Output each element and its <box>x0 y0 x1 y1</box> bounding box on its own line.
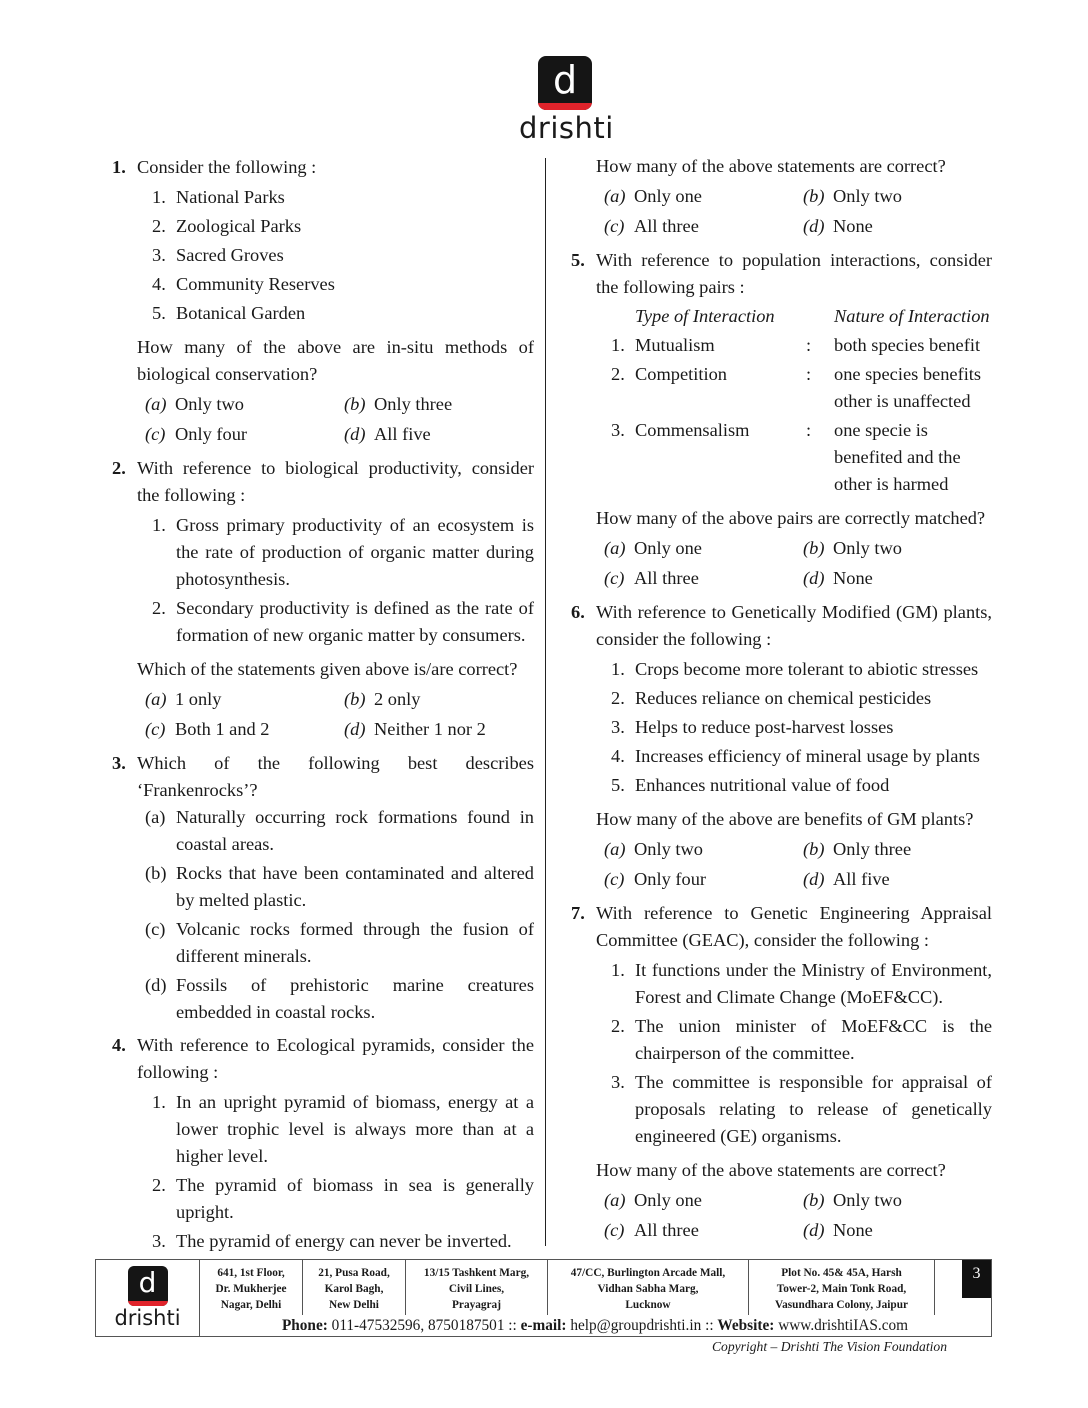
option-label: (a) <box>145 394 167 414</box>
choice-label: (d) <box>145 975 167 995</box>
question-number: 7. <box>571 903 585 923</box>
pair-row <box>596 417 992 498</box>
statement-text: Increases efficiency of mineral usage by plants <box>635 746 980 766</box>
statement <box>596 685 992 712</box>
question-prompt: How many of the above pairs are correctly matched? <box>596 508 986 528</box>
question-text: With reference to biological productivity, consider the following : <box>137 458 534 505</box>
choice-text: Naturally occurring rock formations found in coastal areas. <box>176 807 534 854</box>
statement <box>137 1172 534 1226</box>
statement-text: Community Reserves <box>176 274 335 294</box>
statement <box>596 957 992 1011</box>
question-text: Which of the following best describes ‘Frankenrocks’? <box>137 753 534 800</box>
answer-options <box>137 390 534 449</box>
statement-text: Crops become more tolerant to abiotic stresses <box>635 659 979 679</box>
choice-label: (c) <box>145 919 166 939</box>
answer-choice <box>137 916 534 970</box>
pair-separator: : <box>806 335 812 355</box>
option-text: Only two <box>175 394 244 414</box>
statement-text: Gross primary productivity of an ecosystem is the rate of production of organic matter during photosynthesis. <box>176 515 534 589</box>
left-column <box>108 154 534 1261</box>
statement-list <box>596 656 992 799</box>
statement-number: 1. <box>152 515 166 535</box>
header-logo <box>519 56 614 145</box>
pair-type <box>596 361 794 415</box>
logo-wordmark: drishti <box>114 1306 181 1330</box>
statement-text: Botanical Garden <box>176 303 306 323</box>
statement <box>596 743 992 770</box>
option-label: (d) <box>803 215 825 236</box>
statement <box>596 1013 992 1067</box>
statement-text: The pyramid of energy can never be inverted. <box>176 1231 512 1251</box>
answer-choice <box>137 860 534 914</box>
answer-option <box>596 212 795 242</box>
question-6 <box>567 599 992 894</box>
question-prompt: How many of the above statements are correct? <box>596 1160 946 1180</box>
pairs-table <box>596 303 992 498</box>
option-text: 2 only <box>374 689 421 709</box>
column-header-type: Type of Interaction <box>635 306 775 326</box>
statement <box>137 595 534 649</box>
pair-row <box>596 332 992 359</box>
statement-text: In an upright pyramid of biomass, energy at a lower trophic level is always more than at a higher level. <box>176 1092 534 1166</box>
statement-number: 4. <box>611 746 625 766</box>
question-prompt: Which of the statements given above is/are correct? <box>137 659 518 679</box>
option-text: Only two <box>833 538 902 558</box>
statement-number: 2. <box>152 1175 166 1195</box>
address-lucknow: 47/CC, Burlington Arcade Mall, Vidhan Sabha Marg, Lucknow <box>548 1260 749 1315</box>
question-4-continued <box>567 153 992 241</box>
address-delhi: 641, 1st Floor, Dr. Mukherjee Nagar, Delhi <box>200 1260 303 1315</box>
question-number: 2. <box>112 458 126 478</box>
question-7 <box>567 900 992 1245</box>
answer-option <box>596 564 795 594</box>
statement <box>137 184 534 211</box>
option-text: All five <box>833 868 890 889</box>
pair-type-text: Commensalism <box>635 420 750 440</box>
answer-options <box>596 182 992 241</box>
statement <box>596 772 992 799</box>
logo-letter: d <box>138 1266 157 1299</box>
option-text: None <box>833 567 873 588</box>
statement-number: 2. <box>152 598 166 618</box>
option-label: (b) <box>344 689 366 709</box>
answer-choice <box>137 972 534 1026</box>
answer-option <box>596 534 795 564</box>
answer-option <box>795 835 992 865</box>
choice-text: Rocks that have been contaminated and altered by melted plastic. <box>176 863 534 910</box>
answer-options <box>596 534 992 593</box>
question-3 <box>108 750 534 1026</box>
column-spacer <box>794 303 834 330</box>
option-label: (a) <box>145 689 167 709</box>
column-header-nature: Nature of Interaction <box>834 306 990 326</box>
choice-text: Fossils of prehistoric marine creatures embedded in coastal rocks. <box>176 975 534 1022</box>
statement <box>137 1228 534 1255</box>
answer-option <box>795 865 992 895</box>
statement-number: 5. <box>611 775 625 795</box>
question-2 <box>108 455 534 744</box>
option-label: (a) <box>604 186 626 206</box>
statement-text: Reduces reliance on chemical pesticides <box>635 688 932 708</box>
statement-number: 3. <box>152 1231 166 1251</box>
option-label: (c) <box>604 567 625 588</box>
statement-number: 3. <box>611 1072 625 1092</box>
question-text: With reference to Genetic Engineering Appraisal Committee (GEAC), consider the following : <box>596 903 992 950</box>
option-label: (d) <box>344 718 366 739</box>
statement-number: 1. <box>611 960 625 980</box>
statement-number: 2. <box>611 688 625 708</box>
answer-option <box>137 685 336 715</box>
statement <box>137 1089 534 1170</box>
pair-nature: both species benefit <box>834 335 981 355</box>
statement-text: The pyramid of biomass in sea is generally upright. <box>176 1175 534 1222</box>
statement-text: Enhances nutritional value of food <box>635 775 890 795</box>
answer-option <box>596 182 795 212</box>
option-text: Only two <box>833 186 902 206</box>
option-text: All five <box>374 423 431 444</box>
option-text: Only one <box>634 538 702 558</box>
column-divider <box>545 158 546 1246</box>
question-number: 1. <box>112 157 126 177</box>
pair-number: 2. <box>611 364 625 384</box>
question-4 <box>108 1032 534 1255</box>
statement-list <box>137 1089 534 1255</box>
option-text: Both 1 and 2 <box>175 718 270 739</box>
answer-option <box>795 564 992 594</box>
address-prayagraj: 13/15 Tashkent Marg, Civil Lines, Prayagraj <box>406 1260 548 1315</box>
question-number: 6. <box>571 602 585 622</box>
question-5 <box>567 247 992 593</box>
pair-nature: one species benefits other is unaffected <box>834 364 982 411</box>
statement <box>596 656 992 683</box>
option-label: (b) <box>803 186 825 206</box>
statement <box>137 213 534 240</box>
option-label: (b) <box>803 538 825 558</box>
drishti-logo-icon <box>128 1266 168 1306</box>
option-label: (c) <box>145 718 166 739</box>
statement-text: Sacred Groves <box>176 245 284 265</box>
option-text: All three <box>634 1219 699 1240</box>
statement-number: 1. <box>611 659 625 679</box>
question-prompt: How many of the above are benefits of GM plants? <box>596 809 974 829</box>
statement-text: Helps to reduce post-harvest losses <box>635 717 894 737</box>
answer-option <box>795 1186 992 1216</box>
statement-list <box>596 957 992 1150</box>
answer-option <box>336 390 534 420</box>
option-text: All three <box>634 215 699 236</box>
answer-option <box>137 715 336 745</box>
option-label: (c) <box>145 423 166 444</box>
option-text: All three <box>634 567 699 588</box>
statement-number: 1. <box>152 187 166 207</box>
option-text: Neither 1 nor 2 <box>374 718 486 739</box>
option-text: Only two <box>634 839 703 859</box>
option-text: 1 only <box>175 689 222 709</box>
footer-contact: Phone: 011-47532596, 8750187501 :: e-mail: help@groupdrishti.in :: Website: www.drishtiIAS.com <box>281 1317 909 1334</box>
pair-separator: : <box>806 420 812 440</box>
answer-option <box>795 182 992 212</box>
answer-option <box>596 1216 795 1246</box>
pair-separator: : <box>806 364 812 384</box>
option-text: None <box>833 1219 873 1240</box>
address-karol-bagh: 21, Pusa Road, Karol Bagh, New Delhi <box>303 1260 406 1315</box>
pair-type <box>596 332 794 359</box>
pair-number: 1. <box>611 335 625 355</box>
statement-text: Secondary productivity is defined as the rate of formation of new organic matter by consumers. <box>176 598 534 645</box>
pair-type <box>596 417 794 498</box>
option-label: (c) <box>604 1219 625 1240</box>
statement <box>596 714 992 741</box>
statement-number: 4. <box>152 274 166 294</box>
pair-nature: one specie is benefited and the other is harmed <box>834 420 961 494</box>
option-label: (a) <box>604 538 626 558</box>
statement-number: 3. <box>611 717 625 737</box>
answer-option <box>795 212 992 242</box>
question-number: 4. <box>112 1035 126 1055</box>
answer-option <box>336 715 534 745</box>
answer-option <box>795 1216 992 1246</box>
option-text: None <box>833 215 873 236</box>
question-text: With reference to population interactions, consider the following pairs : <box>596 250 992 297</box>
option-text: Only one <box>634 1190 702 1210</box>
statement <box>596 1069 992 1150</box>
statement-number: 3. <box>152 245 166 265</box>
option-text: Only three <box>833 839 912 859</box>
page-number: 3 <box>962 1260 991 1298</box>
option-label: (a) <box>604 839 626 859</box>
footer <box>95 1259 992 1337</box>
answer-option <box>137 390 336 420</box>
answer-options <box>596 835 992 894</box>
statement-number: 2. <box>611 1016 625 1036</box>
address-jaipur: Plot No. 45& 45A, Harsh Tower-2, Main Tonk Road, Vasundhara Colony, Jaipur <box>749 1260 935 1315</box>
option-label: (b) <box>344 394 366 414</box>
option-label: (b) <box>803 839 825 859</box>
statement-list <box>137 512 534 649</box>
statement-text: Zoological Parks <box>176 216 302 236</box>
question-number: 3. <box>112 753 126 773</box>
logo-wordmark: drishti <box>519 111 614 145</box>
option-text: Only four <box>634 868 707 889</box>
option-text: Only one <box>634 186 702 206</box>
copyright-notice: Copyright – Drishti The Vision Foundation <box>711 1339 947 1354</box>
drishti-logo-icon <box>538 56 592 110</box>
answer-option <box>336 420 534 450</box>
statement <box>137 300 534 327</box>
answer-option <box>795 534 992 564</box>
pair-row <box>596 361 992 415</box>
statement-number: 2. <box>152 216 166 236</box>
answer-option <box>336 685 534 715</box>
question-text: Consider the following : <box>137 157 317 177</box>
answer-option <box>596 1186 795 1216</box>
option-label: (d) <box>344 423 366 444</box>
question-prompt: How many of the above are in-situ methods of biological conservation? <box>137 337 534 384</box>
option-label: (c) <box>604 868 625 889</box>
statement-number: 1. <box>152 1092 166 1112</box>
option-text: Only four <box>175 423 248 444</box>
option-label: (d) <box>803 567 825 588</box>
statement-number: 5. <box>152 303 166 323</box>
option-text: Only three <box>374 394 453 414</box>
answer-option <box>596 865 795 895</box>
choice-label: (b) <box>145 863 167 883</box>
option-label: (d) <box>803 868 825 889</box>
footer-logo <box>96 1260 200 1336</box>
answer-choice <box>137 804 534 858</box>
question-text: With reference to Ecological pyramids, consider the following : <box>137 1035 534 1082</box>
right-column <box>567 154 992 1251</box>
question-number: 5. <box>571 250 585 270</box>
option-label: (a) <box>604 1190 626 1210</box>
statement-text: The committee is responsible for appraisal of proposals relating to release of genetically engineered (GE) organisms. <box>635 1072 992 1146</box>
question-text: With reference to Genetically Modified (GM) plants, consider the following : <box>596 602 992 649</box>
pair-number: 3. <box>611 420 625 440</box>
logo-letter: d <box>552 58 578 102</box>
statement <box>137 271 534 298</box>
website-link[interactable]: www.drishtiIAS.com <box>778 1317 909 1334</box>
choice-text: Volcanic rocks formed through the fusion of different minerals. <box>176 919 534 966</box>
statement-text: National Parks <box>176 187 285 207</box>
answer-options <box>596 1186 992 1245</box>
pair-type-text: Competition <box>635 364 727 384</box>
answer-option <box>137 420 336 450</box>
statement-text: It functions under the Ministry of Environment, Forest and Climate Change (MoEF&CC). <box>635 960 992 1007</box>
answer-options <box>137 685 534 744</box>
statement <box>137 512 534 593</box>
option-text: Only two <box>833 1190 902 1210</box>
pairs-header <box>596 303 992 330</box>
question-1 <box>108 154 534 449</box>
statement-list <box>137 184 534 327</box>
email-link[interactable]: help@groupdrishti.in :: <box>570 1317 714 1334</box>
statement <box>137 242 534 269</box>
option-label: (c) <box>604 215 625 236</box>
statement-text: The union minister of MoEF&CC is the chairperson of the committee. <box>635 1016 992 1063</box>
answer-option <box>596 835 795 865</box>
option-label: (b) <box>803 1190 825 1210</box>
pair-type-text: Mutualism <box>635 335 715 355</box>
choice-label: (a) <box>145 807 166 827</box>
footer-addresses <box>200 1260 963 1315</box>
option-label: (d) <box>803 1219 825 1240</box>
question-prompt: How many of the above statements are correct? <box>596 156 946 176</box>
